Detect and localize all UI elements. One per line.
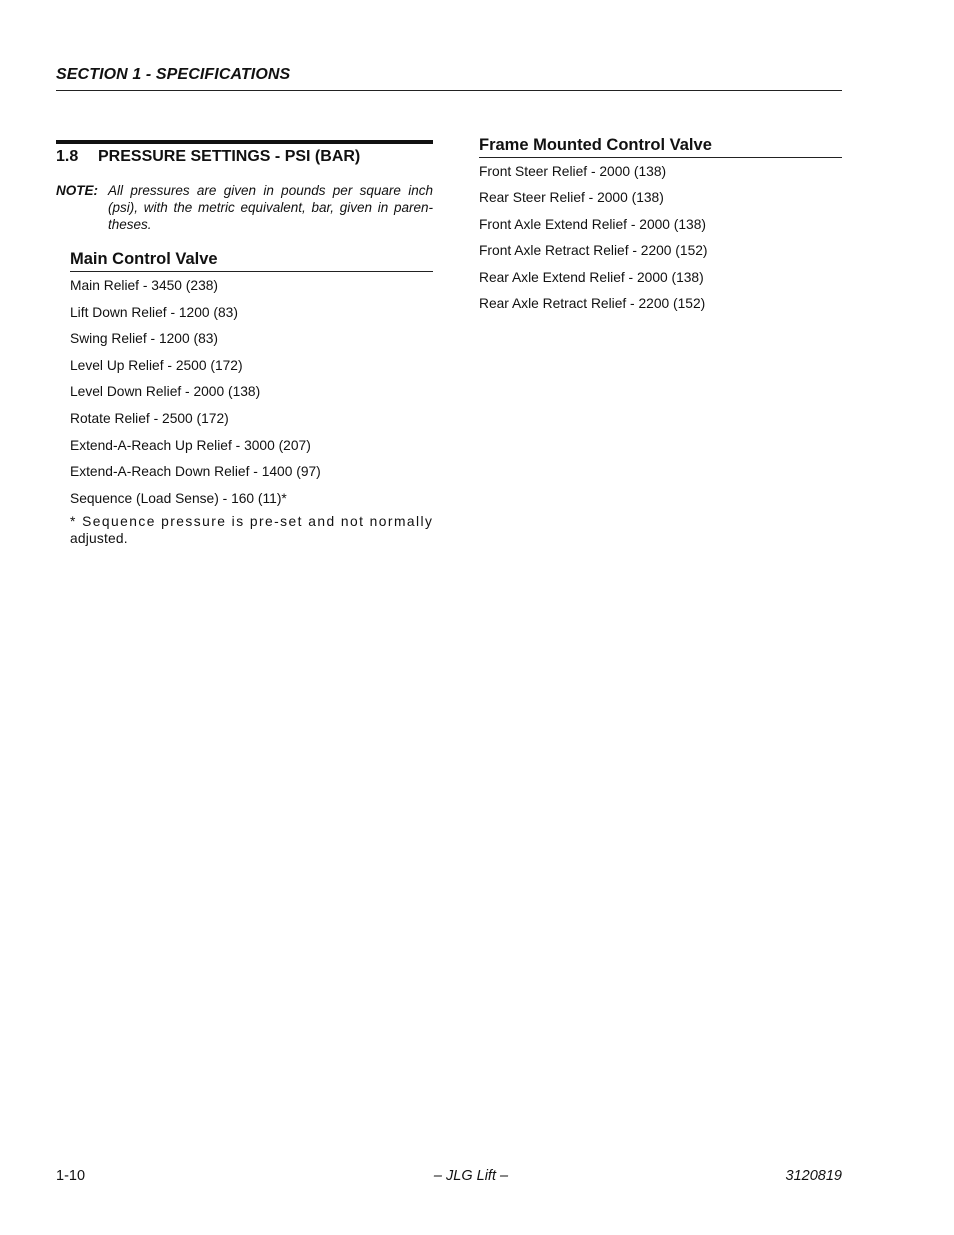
list-item: Level Down Relief - 2000 (138) xyxy=(70,384,261,400)
list-item: Rear Steer Relief - 2000 (138) xyxy=(479,190,664,206)
note-label: NOTE: xyxy=(56,183,98,198)
main-control-valve-heading: Main Control Valve xyxy=(70,249,433,272)
list-item: Front Steer Relief - 2000 (138) xyxy=(479,164,667,179)
list-item: Rear Axle Extend Relief - 2000 (138) xyxy=(479,269,704,285)
section-title xyxy=(56,140,433,172)
list-item: Swing Relief - 1200 (83) xyxy=(70,331,219,347)
section-number: 1.8 xyxy=(56,148,79,165)
note xyxy=(56,182,433,233)
right-column xyxy=(479,135,842,319)
footnote xyxy=(70,513,433,547)
footnote-line-2: adjusted. xyxy=(70,531,128,547)
left-column xyxy=(56,140,433,547)
list-item: Rear Axle Retract Relief - 2200 (152) xyxy=(479,295,706,311)
list-item: Extend-A-Reach Up Relief - 3000 (207) xyxy=(70,437,311,453)
main-control-valve-list xyxy=(70,275,433,514)
list-item: Level Up Relief - 2500 (172) xyxy=(70,357,243,373)
frame-mounted-control-valve-heading: Frame Mounted Control Valve xyxy=(479,135,842,158)
list-item: Front Axle Extend Relief - 2000 (138) xyxy=(479,216,707,232)
page-number: 1-10 xyxy=(56,1168,86,1184)
footer-brand: – JLG Lift – xyxy=(433,1168,509,1184)
list-item: Lift Down Relief - 1200 (83) xyxy=(70,304,238,320)
note-text: All pressures are given in pounds per square inch (psi), with the metric equivalent, bar, given in paren-theses. xyxy=(108,183,433,232)
list-item: Main Relief - 3450 (238) xyxy=(70,278,219,293)
list-item: Front Axle Retract Relief - 2200 (152) xyxy=(479,243,708,259)
section-title-text: PRESSURE SETTINGS - PSI (BAR) xyxy=(98,148,361,165)
list-item: Rotate Relief - 2500 (172) xyxy=(70,410,229,426)
list-item: Extend-A-Reach Down Relief - 1400 (97) xyxy=(70,464,321,480)
list-item: Sequence (Load Sense) - 160 (11)* xyxy=(70,490,287,506)
frame-mounted-control-valve-list xyxy=(479,161,842,319)
document-number: 3120819 xyxy=(785,1168,842,1184)
section-header-text: SECTION 1 - SPECIFICATIONS xyxy=(56,66,291,83)
footnote-line-1: * Sequence pressure is pre-set and not normally xyxy=(70,514,434,530)
running-header xyxy=(56,66,842,91)
